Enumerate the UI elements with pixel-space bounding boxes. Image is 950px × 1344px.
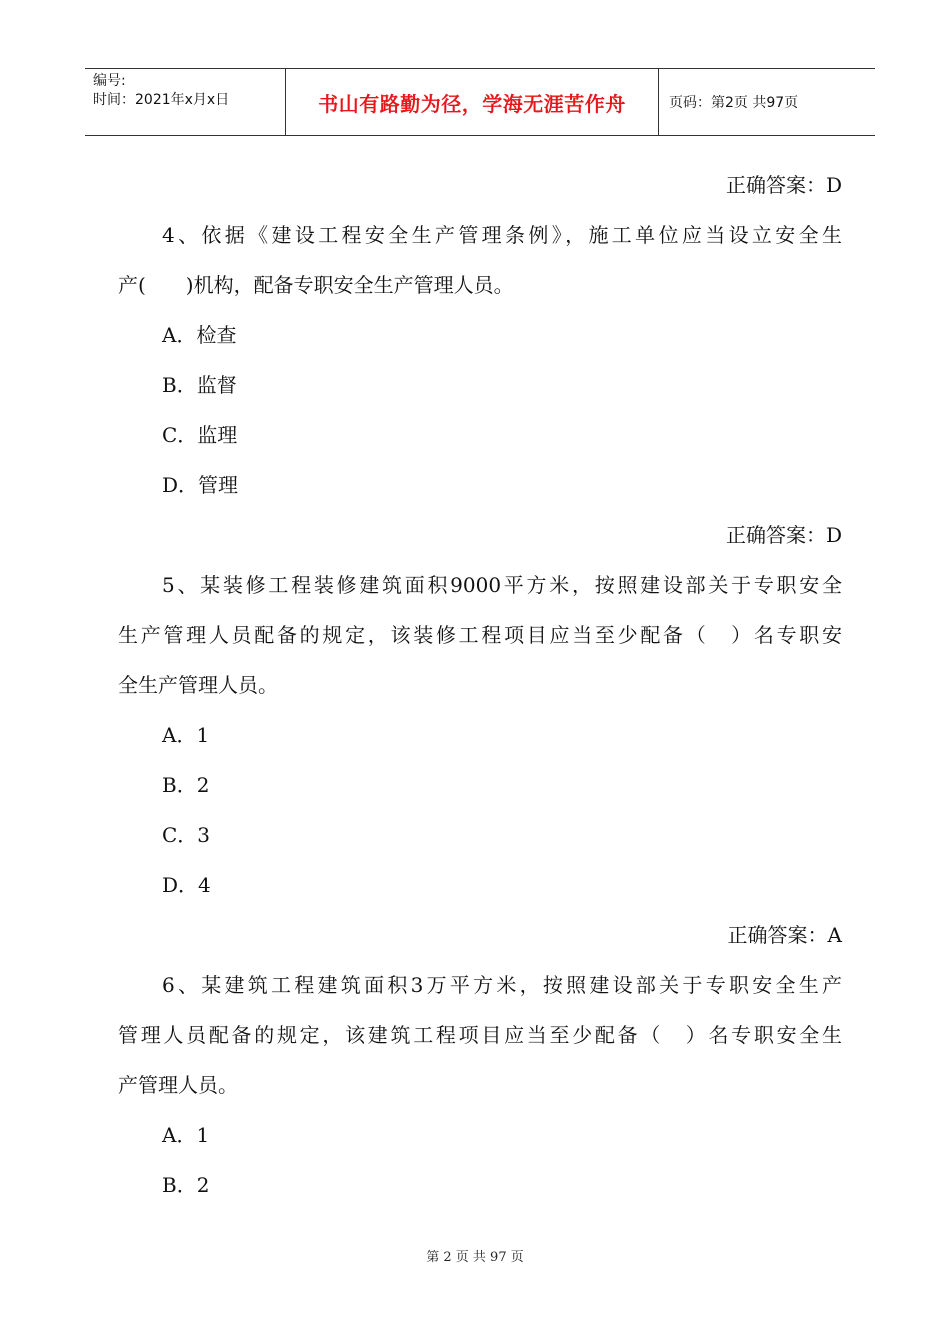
q6-option-a: A．1 [162, 1123, 210, 1147]
time-label: 时间：2021年x月x日 [93, 92, 230, 108]
answer-q5: 正确答案：A [727, 923, 842, 947]
answer-q3: 正确答案：D [725, 173, 842, 197]
header-page-info: 页码：第2页 共97页 [669, 95, 799, 111]
page-header [85, 68, 875, 136]
document-body [118, 160, 842, 1210]
header-meta [85, 69, 286, 135]
q4-option-d: D．管理 [162, 473, 239, 497]
question-5-line-1: 5、某装修工程装修建筑面积9000平方米，按照建设部关于专职安全 [162, 573, 842, 597]
q5-option-b: B．2 [162, 773, 210, 797]
answer-q4: 正确答案：D [725, 523, 842, 547]
question-4-line-1: 4、依据《建设工程安全生产管理条例》，施工单位应当设立安全生 [162, 223, 842, 247]
question-4-line-2: 产( )机构，配备专职安全生产管理人员。 [118, 273, 514, 297]
q5-option-d: D．4 [162, 873, 211, 897]
question-6-line-3: 产管理人员。 [118, 1073, 238, 1097]
q6-option-b: B．2 [162, 1173, 210, 1197]
q5-option-a: A．1 [162, 723, 210, 747]
question-5-line-3: 全生产管理人员。 [118, 673, 278, 697]
q4-option-b: B．监督 [162, 373, 237, 397]
q4-option-c: C．监理 [162, 423, 238, 447]
question-5-line-2: 生产管理人员配备的规定，该装修工程项目应当至少配备（ ）名专职安 [118, 623, 842, 647]
question-6-line-2: 管理人员配备的规定，该建筑工程项目应当至少配备（ ）名专职安全生 [118, 1023, 842, 1047]
question-6-line-1: 6、某建筑工程建筑面积3万平方米，按照建设部关于专职安全生产 [162, 973, 842, 997]
header-motto: 书山有路勤为径，学海无涯苦作舟 [286, 69, 659, 135]
number-label: 编号: [93, 73, 126, 89]
q5-option-c: C．3 [162, 823, 211, 847]
page-footer: 第 2 页 共 97 页 [426, 1250, 524, 1265]
q4-option-a: A．检查 [162, 323, 237, 347]
